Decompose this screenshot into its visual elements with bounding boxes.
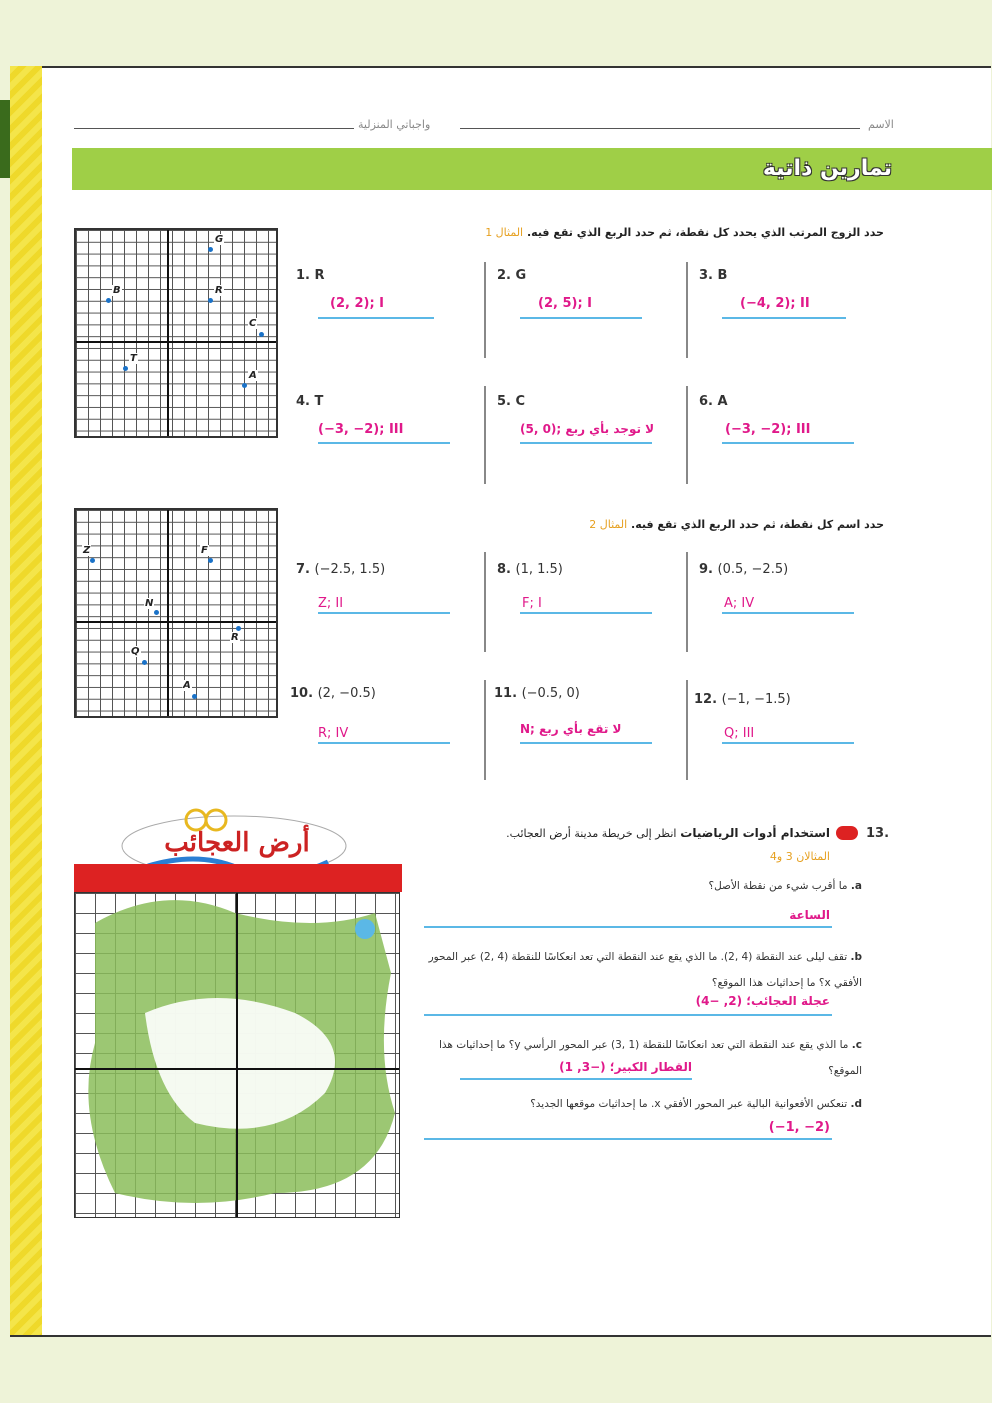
point-label-Q: Q [131, 646, 140, 657]
name-label: الاسم [868, 118, 894, 131]
point-label-T: T [130, 353, 137, 364]
section-banner [72, 148, 992, 190]
point-Q [142, 660, 147, 665]
point-Z [90, 558, 95, 563]
section1-example-ref: المثال 1 [485, 226, 524, 239]
divider [484, 680, 486, 780]
answer-line [424, 1014, 832, 1016]
graph-1 [74, 228, 278, 438]
answer-d: (−1, −2) [768, 1120, 830, 1135]
point-label-N: N [145, 598, 154, 609]
point-R [236, 626, 241, 631]
problem-6: 6. A [699, 394, 728, 409]
question-a: a. ما أقرب شيء من نقطة الأصل؟ [708, 880, 862, 892]
divider [686, 680, 688, 780]
answer-a: الساعة [789, 908, 830, 922]
point-G [208, 247, 213, 252]
answer-11: N; لا تقع بأي ربع [520, 722, 622, 736]
point-label-A: A [249, 370, 257, 381]
point-F [208, 558, 213, 563]
problem-11: 11. (−0.5, 0) [494, 686, 580, 701]
answer-line [722, 442, 854, 444]
assignment-label: واجباتي المنزلية [358, 118, 431, 131]
answer-line [318, 317, 434, 319]
answer-line [520, 742, 652, 744]
section2-instruction: حدد اسم كل نقطة، ثم حدد الربع الذي تقع فيه. المثال 2 [589, 518, 884, 531]
answer-line [520, 317, 642, 319]
answer-line [318, 742, 450, 744]
park-map [74, 892, 400, 1218]
point-A [192, 694, 197, 699]
problem-1: 1. R [296, 268, 325, 283]
problem-9: 9. (0.5, −2.5) [699, 562, 789, 577]
answer-8: F; I [522, 596, 542, 611]
answer-c: القطار الكبير؛ (−3, 1) [559, 1060, 692, 1074]
divider [686, 386, 688, 484]
question-d: d. تنعكس الأفعوانية البالية عبر المحور الأفقي x. ما إحداثيات موقعها الجديد؟ [530, 1098, 862, 1110]
point-C [259, 332, 264, 337]
answer-line [722, 317, 846, 319]
point-label-F: F [201, 545, 208, 556]
name-line [460, 128, 860, 129]
divider [484, 262, 486, 358]
answer-1: (2, 2); I [330, 296, 384, 311]
answer-line [318, 612, 450, 614]
assignment-line [74, 128, 354, 129]
answer-5: (5, 0); لا توجد بأي ربع [520, 422, 655, 436]
question-b: b. تقف ليلى عند النقطة (4 ,2). ما الذي يقع عند النقطة التي تعد انعكاسًا للنقطة (4 ,2) عبر المحور الأفقي x؟ ما إحداثيات هذا الموقع؟ [428, 951, 862, 989]
problem-13-ref: المثالان 3 و4 [769, 850, 830, 863]
problem-7: 7. (−2.5, 1.5) [296, 562, 386, 577]
point-label-A: A [183, 680, 191, 691]
answer-b: عجلة العجائب؛ (2, −4) [695, 994, 830, 1008]
answer-line [520, 612, 652, 614]
point-B [106, 298, 111, 303]
graph-2 [74, 508, 278, 718]
answer-12: Q; III [724, 726, 755, 741]
point-label-G: G [215, 234, 224, 245]
answer-line [318, 442, 450, 444]
point-T [123, 366, 128, 371]
section2-example-ref: المثال 2 [589, 518, 628, 531]
math-tools-icon [836, 826, 858, 840]
point-label-R: R [215, 285, 223, 296]
divider [686, 262, 688, 358]
answer-10: R; IV [318, 726, 349, 741]
answer-6: (−3, −2); III [725, 422, 811, 437]
point-label-Z: Z [83, 545, 91, 556]
answer-3: (−4, 2); II [740, 296, 810, 311]
point-N [154, 610, 159, 615]
problem-2: 2. G [497, 268, 527, 283]
problem-12: 12. (−1, −1.5) [694, 692, 791, 707]
divider [686, 552, 688, 652]
point-A [242, 383, 247, 388]
question-c: c. ما الذي يقع عند النقطة التي تعد انعكاسًا للنقطة (1 ,3) عبر المحور الرأسي y؟ ما إحداثيات هذا الموقع؟ [438, 1039, 862, 1077]
problem-4: 4. T [296, 394, 324, 409]
answer-9: A; IV [724, 596, 755, 611]
answer-line [424, 1138, 832, 1140]
answer-line [520, 442, 652, 444]
problem-10: 10. (2, −0.5) [290, 686, 376, 701]
point-R [208, 298, 213, 303]
banner-title: تمارين ذاتية [762, 156, 892, 181]
answer-4: (−3, −2); III [318, 422, 404, 437]
problem-13-num: 13. [866, 826, 890, 841]
answer-7: Z; II [318, 596, 344, 611]
answer-line [424, 926, 832, 928]
map-title: أرض العجائب [164, 828, 310, 858]
answer-line [460, 1078, 692, 1080]
divider [484, 552, 486, 652]
section1-instruction: حدد الزوج المرتب الذي يحدد كل نقطة، ثم حدد الربع الذي تقع فيه. المثال 1 [485, 226, 884, 239]
problem-3: 3. B [699, 268, 728, 283]
answer-2: (2, 5); I [538, 296, 592, 311]
point-label-R: R [231, 632, 239, 643]
problem-13-title: استخدام أدوات الرياضيات انظر إلى خريطة مدينة أرض العجائب. [506, 826, 830, 840]
divider [484, 386, 486, 484]
map-header-bar [74, 864, 402, 892]
point-label-B: B [113, 285, 121, 296]
problem-5: 5. C [497, 394, 526, 409]
page-binding-stripe [10, 66, 42, 1335]
point-label-C: C [249, 318, 257, 329]
problem-8: 8. (1, 1.5) [497, 562, 563, 577]
answer-line [722, 742, 854, 744]
answer-line [722, 612, 854, 614]
